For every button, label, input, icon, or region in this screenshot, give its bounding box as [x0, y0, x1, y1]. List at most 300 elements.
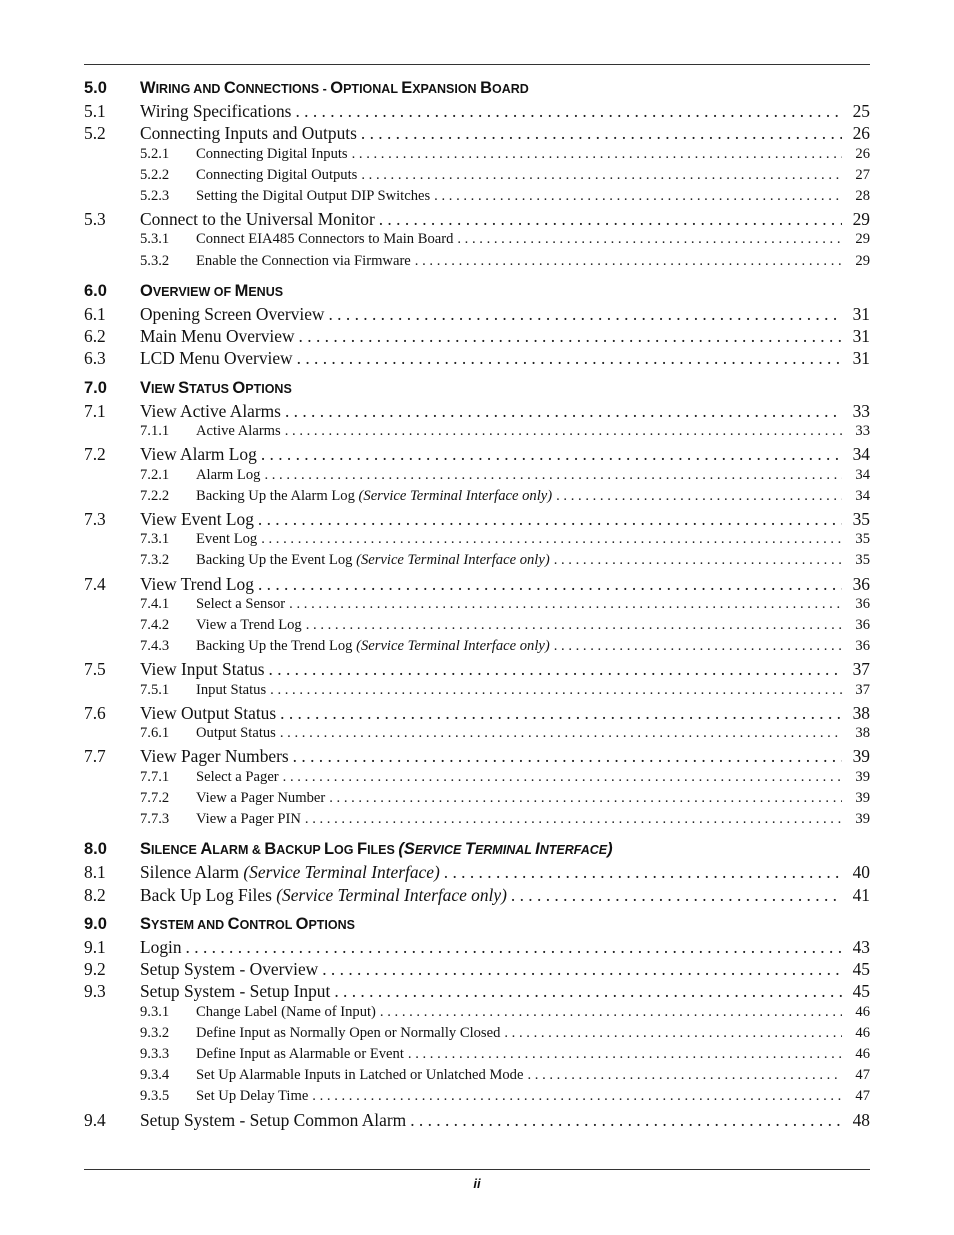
entry-label-text: Set Up Delay Time — [196, 1088, 309, 1105]
entry-number: 7.2.1 — [140, 466, 170, 483]
entry-number: 7.5 — [84, 659, 106, 680]
entry-label-text: Define Input as Normally Open or Normally Closed — [196, 1024, 501, 1041]
entry-label-text: Connect EIA485 Connectors to Main Board — [196, 231, 454, 248]
section-heading[interactable] — [84, 840, 870, 862]
entry-label — [140, 574, 258, 595]
entry-number: 9.3.4 — [140, 1067, 170, 1084]
section-title — [140, 379, 870, 398]
entry-page-number: 35 — [855, 552, 870, 569]
section-title — [140, 915, 870, 934]
entry-page-number: 28 — [855, 187, 870, 204]
entry-label — [140, 862, 444, 883]
dot-leader — [329, 790, 842, 807]
dot-leader — [280, 725, 842, 742]
toc-entry[interactable] — [84, 509, 870, 531]
dot-leader — [280, 703, 842, 724]
toc-subentry[interactable] — [84, 811, 870, 832]
section-title-part: ENUS — [248, 284, 284, 299]
toc-entry[interactable] — [84, 326, 870, 348]
section-title-part: ACKUP — [276, 843, 324, 858]
section-title-part: ILENCE — [151, 843, 201, 858]
dot-leader — [361, 167, 842, 184]
entry-label-text: Main Menu Overview — [140, 326, 295, 347]
entry-label-italic: (Service Terminal Interface only) — [356, 552, 550, 569]
entry-number: 7.4.2 — [140, 617, 170, 634]
section-title-part: YSTEM AND — [151, 917, 228, 932]
toc-subentry[interactable] — [84, 231, 870, 252]
section-title-part: S — [140, 914, 152, 933]
toc-subentry[interactable] — [84, 423, 870, 444]
section-title-part: ONTROL — [239, 917, 296, 932]
dot-leader — [380, 1004, 842, 1021]
entry-label — [196, 682, 270, 699]
entry-label-italic: (Service Terminal Interface) — [243, 862, 440, 883]
entry-label — [140, 746, 293, 767]
toc-entry[interactable] — [84, 574, 870, 596]
dot-leader — [264, 467, 842, 484]
top-rule — [84, 64, 870, 65]
entry-number: 7.6.1 — [140, 725, 170, 742]
section-title-part: B — [480, 79, 492, 97]
entry-label-text: View Active Alarms — [140, 400, 281, 421]
section-title-part: V — [140, 378, 152, 397]
dot-leader — [312, 1088, 842, 1105]
section-title-part: IEW — [151, 381, 179, 396]
entry-number: 7.7.1 — [140, 768, 170, 785]
dot-leader — [457, 231, 842, 248]
toc-entry[interactable] — [84, 862, 870, 884]
entry-number: 5.2.2 — [140, 166, 170, 183]
section-title-part: S — [140, 840, 152, 859]
entry-label — [196, 1025, 504, 1042]
entry-label-text: LCD Menu Overview — [140, 348, 293, 369]
entry-label-text: Setup System - Setup Input — [140, 981, 331, 1002]
section-title — [140, 79, 870, 98]
entry-label-text: Enable the Connection via Firmware — [196, 252, 411, 269]
entry-label-text: Alarm Log — [196, 466, 261, 483]
dot-leader — [299, 326, 842, 347]
entry-label — [140, 444, 261, 465]
entry-page-number: 37 — [855, 681, 870, 698]
section-title-part: L — [323, 840, 335, 859]
dot-leader — [434, 188, 842, 205]
entry-page-number: 47 — [855, 1067, 870, 1084]
dot-leader — [285, 401, 842, 422]
section-title-part: S — [178, 378, 190, 397]
entry-page-number: 39 — [855, 789, 870, 806]
toc-entry[interactable] — [84, 444, 870, 466]
entry-page-number: 31 — [852, 303, 870, 324]
section-title-part: LARM & — [212, 843, 265, 858]
section-title-part: ONNECTIONS - — [235, 82, 331, 96]
toc-subentry[interactable] — [84, 1025, 870, 1046]
section-title-part: C — [223, 79, 236, 97]
entry-number: 8.1 — [84, 862, 106, 883]
entry-number: 5.3 — [84, 209, 106, 230]
entry-label — [140, 703, 280, 724]
section-title-part: OG — [334, 843, 357, 858]
entry-page-number: 36 — [855, 595, 870, 612]
entry-number: 5.3.2 — [140, 252, 170, 269]
dot-leader — [334, 981, 842, 1002]
entry-number: 7.7.2 — [140, 789, 170, 806]
entry-page-number: 36 — [852, 573, 870, 594]
section-title-part: M — [234, 281, 249, 300]
entry-label-text: Connect to the Universal Monitor — [140, 209, 375, 230]
dot-leader — [306, 617, 842, 634]
entry-label — [196, 811, 305, 828]
toc-subentry[interactable] — [84, 467, 870, 488]
section-heading[interactable] — [84, 282, 870, 304]
entry-number: 7.2 — [84, 444, 106, 465]
entry-number: 7.3.1 — [140, 531, 170, 548]
section-title-part: I — [535, 840, 540, 859]
toc-subentry[interactable] — [84, 769, 870, 790]
section-number: 7.0 — [84, 378, 107, 397]
toc-entry[interactable] — [84, 1110, 870, 1132]
toc-subentry[interactable] — [84, 725, 870, 746]
entry-page-number: 34 — [855, 487, 870, 504]
section-title-part: PTIONS — [245, 381, 292, 396]
section-title-part: F — [356, 840, 368, 859]
entry-label-text: Event Log — [196, 531, 258, 548]
entry-label-text: Connecting Inputs and Outputs — [140, 123, 357, 144]
dot-leader — [361, 123, 842, 144]
dot-leader — [444, 862, 842, 883]
entry-number: 9.3.5 — [140, 1088, 170, 1105]
dot-leader — [328, 304, 842, 325]
entry-number: 9.2 — [84, 959, 106, 980]
entry-label-text: Backing Up the Trend Log — [196, 638, 357, 655]
entry-label — [140, 509, 258, 530]
entry-label — [140, 304, 328, 325]
dot-leader — [556, 488, 842, 505]
entry-page-number: 39 — [852, 746, 870, 767]
page-number: ii — [473, 1176, 481, 1191]
entry-number: 7.7 — [84, 746, 106, 767]
entry-page-number: 38 — [855, 725, 870, 742]
dot-leader — [305, 811, 842, 828]
entry-page-number: 43 — [852, 936, 870, 957]
entry-label-text: Select a Sensor — [196, 595, 286, 612]
entry-number: 9.3.1 — [140, 1003, 170, 1020]
section-title-part: TATUS — [189, 381, 233, 396]
entry-label — [196, 1067, 527, 1084]
entry-label-text: Wiring Specifications — [140, 101, 292, 121]
section-title-part: O — [140, 281, 153, 300]
dot-leader — [261, 531, 842, 548]
dot-leader — [285, 423, 842, 440]
entry-label-text: Change Label (Name of Input) — [196, 1003, 376, 1020]
entry-page-number: 31 — [852, 348, 870, 369]
toc-entry[interactable] — [84, 885, 870, 907]
entry-page-number: 37 — [852, 659, 870, 680]
entry-label-text: Setting the Digital Output DIP Switches — [196, 187, 431, 204]
entry-number: 7.1 — [84, 400, 106, 421]
entry-number: 8.2 — [84, 884, 106, 905]
entry-number: 9.3.3 — [140, 1046, 170, 1063]
entry-label-text: Connecting Digital Outputs — [196, 166, 358, 183]
dot-leader — [283, 769, 842, 786]
entry-number: 7.3.2 — [140, 552, 170, 569]
entry-number: 7.6 — [84, 702, 106, 723]
entry-label-text: View Output Status — [140, 702, 277, 723]
section-title-part: IRING AND — [155, 82, 224, 96]
entry-page-number: 29 — [855, 231, 870, 248]
dot-leader — [186, 937, 842, 958]
entry-page-number: 33 — [855, 423, 870, 440]
entry-label-text: View a Pager Number — [196, 789, 326, 806]
entry-page-number: 46 — [855, 1003, 870, 1020]
entry-number: 9.3 — [84, 981, 106, 1002]
entry-page-number: 46 — [855, 1024, 870, 1041]
toc-subentry[interactable] — [84, 488, 870, 509]
entry-label — [140, 981, 334, 1002]
entry-label — [196, 531, 261, 548]
entry-label — [196, 488, 556, 505]
entry-label — [196, 167, 361, 184]
toc-entry[interactable] — [84, 981, 870, 1003]
entry-number: 9.4 — [84, 1109, 106, 1130]
entry-label-text: Define Input as Alarmable or Event — [196, 1046, 404, 1063]
toc-subentry[interactable] — [84, 552, 870, 573]
entry-page-number: 38 — [852, 702, 870, 723]
entry-label — [196, 725, 280, 742]
entry-label-text: Opening Screen Overview — [140, 303, 325, 324]
dot-leader — [511, 885, 842, 906]
entry-label — [196, 231, 457, 248]
entry-page-number: 31 — [852, 326, 870, 347]
toc-subentry[interactable] — [84, 682, 870, 703]
entry-label-text: Setup System - Overview — [140, 959, 319, 980]
section-number: 9.0 — [84, 914, 107, 933]
entry-number: 5.2 — [84, 123, 106, 144]
entry-label — [196, 638, 554, 655]
toc-entry[interactable] — [84, 304, 870, 326]
dot-leader — [379, 209, 842, 230]
table-of-contents — [84, 79, 870, 1132]
bottom-rule — [84, 1169, 870, 1170]
entry-label — [140, 1110, 410, 1131]
toc-entry[interactable] — [84, 937, 870, 959]
section-title-part: O — [330, 79, 344, 97]
entry-label-text: Output Status — [196, 725, 276, 742]
entry-label-text: View Pager Numbers — [140, 746, 289, 767]
entry-number: 5.2.3 — [140, 187, 170, 204]
dot-leader — [258, 574, 842, 595]
dot-leader — [295, 101, 842, 122]
entry-number: 6.3 — [84, 348, 106, 369]
toc-subentry[interactable] — [84, 1088, 870, 1109]
entry-page-number: 41 — [852, 884, 870, 905]
entry-label — [196, 790, 329, 807]
entry-page-number: 36 — [855, 617, 870, 634]
entry-page-number: 27 — [855, 166, 870, 183]
entry-number: 6.2 — [84, 326, 106, 347]
entry-label — [140, 101, 295, 122]
entry-number: 9.1 — [84, 936, 106, 957]
entry-label-text: View Alarm Log — [140, 444, 257, 465]
entry-label-italic: (Service Terminal Interface only) — [356, 638, 550, 655]
toc-entry[interactable] — [84, 348, 870, 370]
entry-label — [196, 1004, 380, 1021]
section-heading[interactable] — [84, 915, 870, 937]
entry-label-text: Back Up Log Files — [140, 884, 277, 905]
entry-label-text: View a Trend Log — [196, 617, 302, 634]
section-title — [140, 840, 870, 859]
entry-label — [196, 1088, 312, 1105]
entry-label-text: Set Up Alarmable Inputs in Latched or Unlatched Mode — [196, 1067, 524, 1084]
toc-subentry[interactable] — [84, 253, 870, 274]
entry-label-italic: (Service Terminal Interface only) — [276, 884, 507, 905]
section-title-part: O — [295, 914, 309, 933]
dot-leader — [554, 638, 842, 655]
entry-label — [196, 146, 352, 163]
entry-label — [196, 467, 264, 484]
entry-page-number: 29 — [855, 252, 870, 269]
entry-page-number: 34 — [852, 444, 870, 465]
entry-label — [140, 209, 379, 230]
section-title-part: W — [140, 79, 156, 97]
toc-subentry[interactable] — [84, 531, 870, 552]
entry-page-number: 47 — [855, 1088, 870, 1105]
dot-leader — [261, 444, 842, 465]
section-title-part: (S — [398, 840, 415, 859]
section-title-part: ERVICE — [414, 843, 465, 858]
entry-label — [196, 188, 434, 205]
dot-leader — [258, 509, 842, 530]
entry-label-text: Input Status — [196, 681, 267, 698]
dot-leader — [269, 659, 842, 680]
entry-page-number: 29 — [852, 209, 870, 230]
section-title-part: A — [200, 840, 213, 859]
toc-entry[interactable] — [84, 209, 870, 231]
dot-leader — [527, 1067, 842, 1084]
entry-label-text: Select a Pager — [196, 768, 279, 785]
entry-page-number: 26 — [855, 145, 870, 162]
section-heading[interactable] — [84, 79, 870, 101]
section-heading[interactable] — [84, 379, 870, 401]
entry-number: 7.1.1 — [140, 423, 170, 440]
section-title — [140, 282, 870, 301]
entry-page-number: 33 — [852, 400, 870, 421]
toc-subentry[interactable] — [84, 188, 870, 209]
entry-page-number: 45 — [852, 959, 870, 980]
entry-label-text: View Input Status — [140, 659, 265, 680]
toc-subentry[interactable] — [84, 617, 870, 638]
entry-number: 7.4.1 — [140, 595, 170, 612]
entry-number: 7.4.3 — [140, 638, 170, 655]
entry-page-number: 46 — [855, 1046, 870, 1063]
dot-leader — [554, 552, 842, 569]
entry-number: 7.3 — [84, 508, 106, 529]
section-title-part: XPANSION — [412, 82, 481, 96]
toc-entry[interactable] — [84, 746, 870, 768]
entry-label — [140, 937, 186, 958]
section-title-part: E — [401, 79, 413, 97]
entry-page-number: 36 — [855, 638, 870, 655]
entry-label — [196, 253, 415, 270]
section-title-part: ) — [607, 840, 613, 859]
entry-number: 7.5.1 — [140, 681, 170, 698]
entry-label — [196, 552, 554, 569]
entry-page-number: 35 — [852, 508, 870, 529]
entry-page-number: 39 — [855, 768, 870, 785]
dot-leader — [322, 959, 842, 980]
entry-label — [140, 326, 299, 347]
toc-subentry[interactable] — [84, 638, 870, 659]
toc-entry[interactable] — [84, 703, 870, 725]
toc-subentry[interactable] — [84, 596, 870, 617]
section-title-part: ERMINAL — [474, 843, 536, 858]
section-title-part: PTIONS — [308, 917, 355, 932]
section-title-part: OARD — [491, 82, 529, 96]
toc-entry[interactable] — [84, 101, 870, 123]
toc-subentry[interactable] — [84, 1004, 870, 1025]
entry-page-number: 35 — [855, 531, 870, 548]
section-number: 5.0 — [84, 79, 107, 97]
section-title-part: C — [227, 914, 240, 933]
section-title-part: ILES — [367, 843, 399, 858]
entry-label — [140, 959, 322, 980]
entry-label — [140, 885, 511, 906]
entry-number: 6.1 — [84, 303, 106, 324]
dot-leader — [410, 1110, 842, 1131]
entry-page-number: 34 — [855, 466, 870, 483]
toc-entry[interactable] — [84, 123, 870, 145]
entry-label-text: Silence Alarm — [140, 862, 244, 883]
entry-page-number: 45 — [852, 981, 870, 1002]
entry-number: 9.3.2 — [140, 1024, 170, 1041]
entry-label — [196, 1046, 408, 1063]
section-number: 6.0 — [84, 281, 107, 300]
dot-leader — [289, 596, 842, 613]
dot-leader — [408, 1046, 842, 1063]
entry-number: 5.1 — [84, 101, 106, 121]
entry-label-text: View Event Log — [140, 508, 254, 529]
entry-label-text: View Trend Log — [140, 573, 254, 594]
dot-leader — [415, 253, 842, 270]
section-title-part: T — [464, 840, 475, 859]
entry-label-text: Login — [140, 936, 182, 957]
toc-subentry[interactable] — [84, 167, 870, 188]
entry-number: 5.2.1 — [140, 145, 170, 162]
dot-leader — [504, 1025, 842, 1042]
entry-label-text: Setup System - Setup Common Alarm — [140, 1109, 407, 1130]
entry-label — [196, 617, 306, 634]
toc-subentry[interactable] — [84, 790, 870, 811]
toc-entry[interactable] — [84, 401, 870, 423]
toc-subentry[interactable] — [84, 1046, 870, 1067]
toc-entry[interactable] — [84, 659, 870, 681]
entry-label-text: Connecting Digital Inputs — [196, 145, 348, 162]
entry-number: 7.4 — [84, 573, 106, 594]
section-title-part: NTERFACE — [539, 843, 608, 858]
entry-label — [140, 659, 269, 680]
section-title-part: B — [264, 840, 277, 859]
entry-label — [196, 596, 289, 613]
section-title-part: VERVIEW OF — [152, 284, 235, 299]
toc-subentry[interactable] — [84, 146, 870, 167]
toc-subentry[interactable] — [84, 1067, 870, 1088]
entry-number: 7.2.2 — [140, 487, 170, 504]
dot-leader — [270, 682, 842, 699]
entry-page-number: 39 — [855, 811, 870, 828]
entry-number: 5.3.1 — [140, 231, 170, 248]
entry-label — [140, 348, 297, 369]
toc-entry[interactable] — [84, 959, 870, 981]
dot-leader — [293, 746, 842, 767]
